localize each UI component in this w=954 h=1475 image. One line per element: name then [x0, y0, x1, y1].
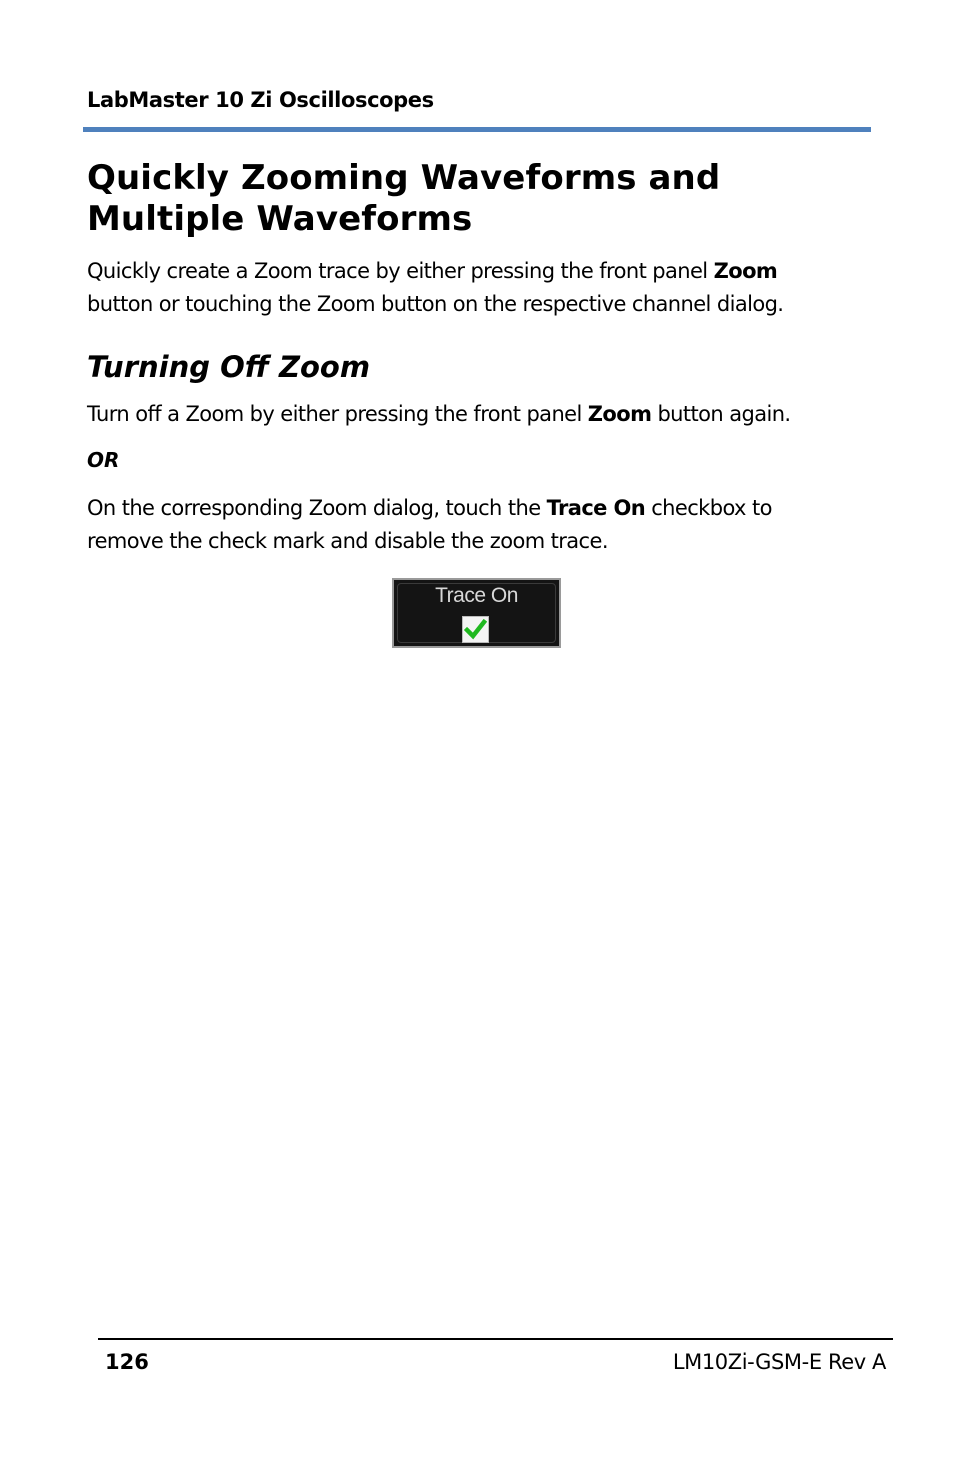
intro-text-line2: button or touching the Zoom button on the respective channel dialog.	[87, 292, 784, 316]
zoom-term: Zoom	[713, 259, 778, 283]
intro-text: Quickly create a Zoom trace by either pressing the front panel	[87, 259, 714, 283]
check-icon	[464, 618, 487, 641]
trace-on-checkbox[interactable]	[462, 616, 489, 643]
step2-paragraph	[87, 492, 877, 558]
step2-text: On the corresponding Zoom dialog, touch the	[87, 496, 547, 520]
intro-paragraph	[87, 255, 877, 321]
document-id: LM10Zi-GSM-E Rev A	[672, 1350, 886, 1374]
page-number: 126	[105, 1350, 149, 1374]
trace-on-term: Trace On	[546, 496, 646, 520]
step1-paragraph	[87, 398, 877, 431]
step2-text-end: checkbox to	[645, 496, 772, 520]
step1-text: Turn off a Zoom by either pressing the front panel	[87, 402, 588, 426]
running-header: LabMaster 10 Zi Oscilloscopes	[87, 88, 434, 112]
step2-text-line2: remove the check mark and disable the zoom trace.	[87, 529, 608, 553]
section-title: Quickly Zooming Waveforms and Multiple Waveforms	[87, 158, 721, 239]
footer-rule	[98, 1338, 893, 1340]
trace-on-label: Trace On	[435, 584, 518, 607]
subsection-title: Turning Off Zoom	[87, 350, 371, 384]
step1-text-end: button again.	[651, 402, 791, 426]
zoom-term: Zoom	[587, 402, 652, 426]
or-label: OR	[87, 448, 120, 472]
trace-on-control[interactable]	[392, 578, 561, 648]
header-rule	[83, 127, 871, 132]
